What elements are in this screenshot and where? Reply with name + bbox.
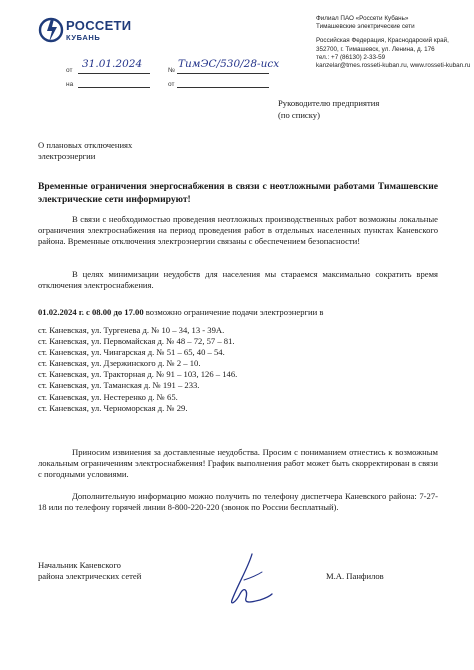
paragraph-intro: В связи с необходимостью проведения неотложных производственных работ возможны локальные ограничения электроснабжения на период проведения работ в отдельных населенных пунктах Каневского района. Временные отключения электроэнергии связаны с обеспечением безопасности! bbox=[38, 214, 438, 246]
subject-line: О плановых отключениях bbox=[38, 140, 133, 150]
streets-list bbox=[38, 325, 237, 414]
street-item: ст. Каневская, ул. Нестеренко д. № 65. bbox=[38, 391, 178, 402]
logo-brand-text: РОССЕТИ bbox=[66, 18, 132, 33]
sender-address-line: 352700, г. Тимашевск, ул. Ленина, д. 176 bbox=[316, 45, 435, 53]
ref-from-label: от bbox=[168, 81, 175, 88]
sender-address-line: Российская Федерация, Краснодарский край, bbox=[316, 37, 449, 45]
signatory-position-line: района электрических сетей bbox=[38, 571, 142, 581]
sender-line: Тимашевские электрические сети bbox=[316, 23, 415, 31]
logo-region-text: КУБАНЬ bbox=[66, 33, 101, 42]
street-item: ст. Каневская, ул. Таманская д. № 191 – 233. bbox=[38, 380, 200, 391]
sender-email-web: kanzelar@tmes.rosseti-kuban.ru, www.rosseti-kuban.ru bbox=[316, 62, 471, 70]
schedule-line bbox=[38, 307, 438, 318]
schedule-text: возможно ограничение подачи электроэнергии в bbox=[143, 307, 324, 317]
signatory-name: М.А. Панфилов bbox=[326, 571, 384, 581]
ref-from-underline bbox=[177, 87, 269, 88]
street-item: ст. Каневская, ул. Тургенева д. № 10 – 34, 13 - 39А. bbox=[38, 325, 225, 335]
sender-line: Филиал ПАО «Россети Кубань» bbox=[316, 15, 409, 22]
signatory-position bbox=[38, 560, 141, 582]
recipient-line: (по списку) bbox=[278, 109, 320, 120]
handwritten-date: 31.01.2024 bbox=[82, 58, 143, 70]
subject bbox=[38, 140, 132, 162]
schedule-datetime: 01.02.2024 г. с 08.00 до 17.00 bbox=[38, 307, 144, 317]
ref-label: на bbox=[66, 81, 74, 88]
signatory-position-line: Начальник Каневского bbox=[38, 560, 121, 570]
recipient bbox=[278, 98, 379, 121]
number-label: № bbox=[168, 67, 175, 74]
paragraph-minimize: В целях минимизации неудобств для населения мы стараемся максимально сократить время отключения электроснабжения. bbox=[38, 269, 438, 290]
handwritten-signature-icon bbox=[222, 550, 274, 608]
paragraph-contacts: Дополнительную информацию можно получить по телефону диспетчера Каневского района: 7-27-18 или по телефону горячей линии 8-800-220-220 (звонок по России бесплатный). bbox=[38, 491, 438, 512]
subject-line: электроэнергии bbox=[38, 151, 96, 161]
date-underline bbox=[78, 73, 150, 74]
street-item: ст. Каневская, ул. Черноморская д. № 29. bbox=[38, 402, 188, 413]
street-item: ст. Каневская, ул. Чингарская д. № 51 – 65, 40 – 54. bbox=[38, 347, 225, 358]
paragraph-apology: Приносим извинения за доставленные неудобства. Просим с пониманием отнестись к возможным локальным ограничениям электроснабжения! График выполнения работ может быть скорректирован в связи с погодными условиями. bbox=[38, 447, 438, 479]
street-item: ст. Каневская, ул. Дзержинского д. № 2 – 10. bbox=[38, 358, 201, 369]
sender-phone: тел.: +7 (86130) 2-33-59 bbox=[316, 53, 386, 61]
handwritten-number: ТимЭС/530/28-исх bbox=[178, 58, 280, 70]
ref-underline bbox=[78, 87, 150, 88]
letter-title: Временные ограничения энергоснабжения в связи с неотложными работами Тимашевские электрические сети информируют! bbox=[38, 181, 438, 205]
date-label: от bbox=[66, 67, 73, 74]
sender-header bbox=[316, 15, 471, 70]
street-item: ст. Каневская, ул. Первомайская д. № 48 – 72, 57 – 81. bbox=[38, 336, 235, 347]
recipient-line: Руководителю предприятия bbox=[278, 98, 380, 108]
street-item: ст. Каневская, ул. Тракторная д. № 91 – 103, 126 – 146. bbox=[38, 369, 238, 380]
number-underline bbox=[177, 73, 269, 74]
